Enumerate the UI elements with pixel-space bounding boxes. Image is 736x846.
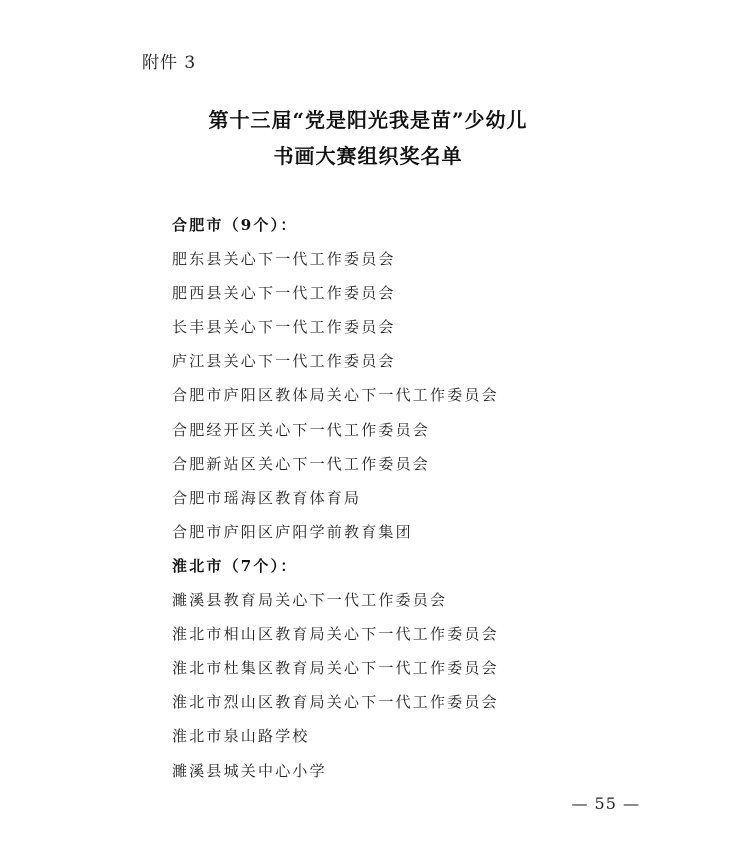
group-heading-huaibei: 淮北市（7个）： [172,556,298,575]
list-item: 合肥市庐阳区庐阳学前教育集团 [172,522,413,541]
list-item: 淮北市杜集区教育局关心下一代工作委员会 [172,659,499,678]
list-item: 淮北市相山区教育局关心下一代工作委员会 [172,625,499,644]
document-title-line-2: 书画大赛组织奖名单 [273,144,463,168]
list-item: 合肥市瑶海区教育体育局 [172,488,362,507]
group-heading-hefei: 合肥市（9个）： [172,216,298,234]
list-item: 濉溪县城关中心小学 [172,761,327,780]
list-item: 合肥市庐阳区教体局关心下一代工作委员会 [172,386,499,405]
list-item: 合肥经开区关心下一代工作委员会 [172,420,431,439]
attachment-label: 附件 3 [142,53,197,73]
list-item: 肥东县关心下一代工作委员会 [172,250,396,269]
page-number: — 55 — [571,794,640,813]
list-item: 濉溪县教育局关心下一代工作委员会 [172,591,448,610]
list-item: 庐江县关心下一代工作委员会 [172,352,396,371]
document-title-line-1: 第十三届“党是阳光我是苗”少幼儿 [208,108,528,132]
list-item: 淮北市烈山区教育局关心下一代工作委员会 [172,693,499,712]
list-item: 淮北市泉山路学校 [172,727,310,746]
list-item: 长丰县关心下一代工作委员会 [172,318,396,337]
award-list [172,208,499,788]
list-item: 合肥新站区关心下一代工作委员会 [172,454,431,473]
list-item: 肥西县关心下一代工作委员会 [172,284,396,303]
